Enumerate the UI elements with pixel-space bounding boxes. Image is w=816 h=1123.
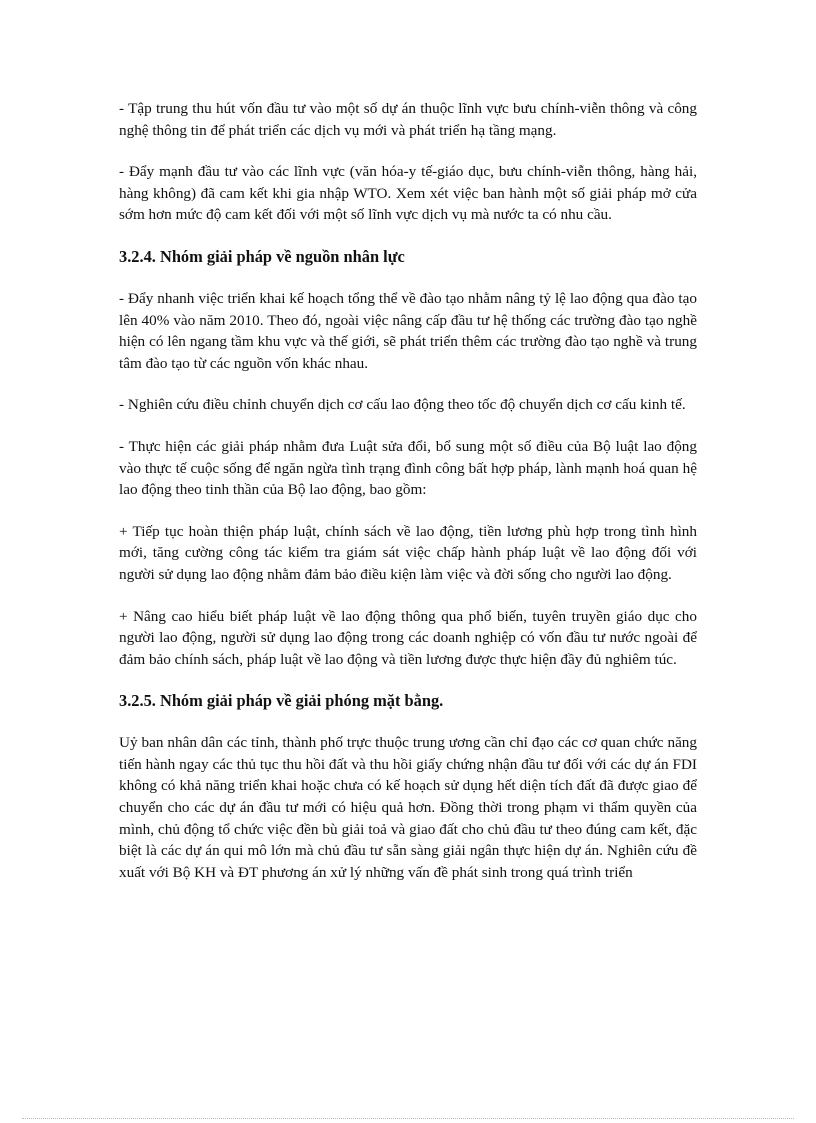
paragraph-wto-commitments: - Đẩy mạnh đầu tư vào các lĩnh vực (văn hóa-y tế-giáo dục, bưu chính-viễn thông, hàng hải, hàng không) đã cam kết khi gia nhập WTO. Xem xét việc ban hành một số giải pháp mở cửa sớm hơn mức độ cam kết đối với một số lĩnh vực dịch vụ mà nước ta có nhu cầu. [119,163,697,224]
paragraph-labor-education: + Nâng cao hiểu biết pháp luật về lao động thông qua phổ biến, tuyên truyền giáo dục cho người lao động, người sử dụng lao động trong các doanh nghiệp có vốn đầu tư nước ngoài để đảm bảo chính sách, pháp luật về lao động và tiền lương được thực hiện đầy đủ nghiêm túc. [119,607,697,668]
section-heading-human-resources: 3.2.4. Nhóm giải pháp về nguồn nhân lực [119,246,405,266]
document-page [119,98,697,903]
paragraph-labor-law: - Thực hiện các giải pháp nhằm đưa Luật sửa đổi, bổ sung một số điều của Bộ luật lao động vào thực tế cuộc sống để ngăn ngừa tình trạng đình công bất hợp pháp, lành mạnh hoá quan hệ lao động theo tinh thần của Bộ lao động, bao gồm: [119,437,697,499]
paragraph-telecom-investment: - Tập trung thu hút vốn đầu tư vào một số dự án thuộc lĩnh vực bưu chính-viễn thông và công nghệ thông tin để phát triển các dịch vụ mới và phát triển hạ tầng mạng. [119,100,697,139]
paragraph-labor-policy: + Tiếp tục hoàn thiện pháp luật, chính sách về lao động, tiền lương phù hợp trong tình hình mới, tăng cường công tác kiểm tra giám sát việc chấp hành pháp luật về lao động đối với người sử dụng lao động nhằm đảm bảo điều kiện làm việc và đời sống cho người lao động. [119,522,697,583]
section-heading-site-clearance: 3.2.5. Nhóm giải pháp về giải phóng mặt bằng. [119,691,444,711]
paragraph-training-plan: - Đẩy nhanh việc triển khai kế hoạch tổng thể về đào tạo nhằm nâng tỷ lệ lao động qua đào tạo lên 40% vào năm 2010. Theo đó, ngoài việc nâng cấp đầu tư hệ thống các trường đào tạo nghề hiện có lên ngang tầm khu vực và thế giới, sẽ phát triển thêm các trường đào tạo nghề và trung tâm đào tạo từ các nguồn vốn khác nhau. [119,289,697,372]
paragraph-labor-structure: - Nghiên cứu điều chỉnh chuyển dịch cơ cấu lao động theo tốc độ chuyển dịch cơ cấu kinh tế. [119,396,686,414]
paragraph-land-recovery: Uỷ ban nhân dân các tỉnh, thành phố trực thuộc trung ương cần chỉ đạo các cơ quan chức năng tiến hành ngay các thủ tục thu hồi đất và thu hồi giấy chứng nhận đầu tư đối với các dự án FDI không có khả năng triển khai hoặc chưa có kế hoạch sử dụng hết diện tích đất đã được giao để chuyển cho các dự án đầu tư mới có hiệu quả hơn. Đồng thời trong phạm vi thẩm quyền của mình, chủ động tổ chức việc đền bù giải toả và giao đất cho chủ đầu tư theo đúng cam kết, đặc biệt là các dự án qui mô lớn mà chủ đầu tư sẵn sàng giải ngân thực hiện dự án. Nghiên cứu đề xuất với Bộ KH và ĐT phương án xử lý những vấn đề phát sinh trong quá trình triển [119,734,697,881]
page-bottom-divider [22,1118,794,1119]
